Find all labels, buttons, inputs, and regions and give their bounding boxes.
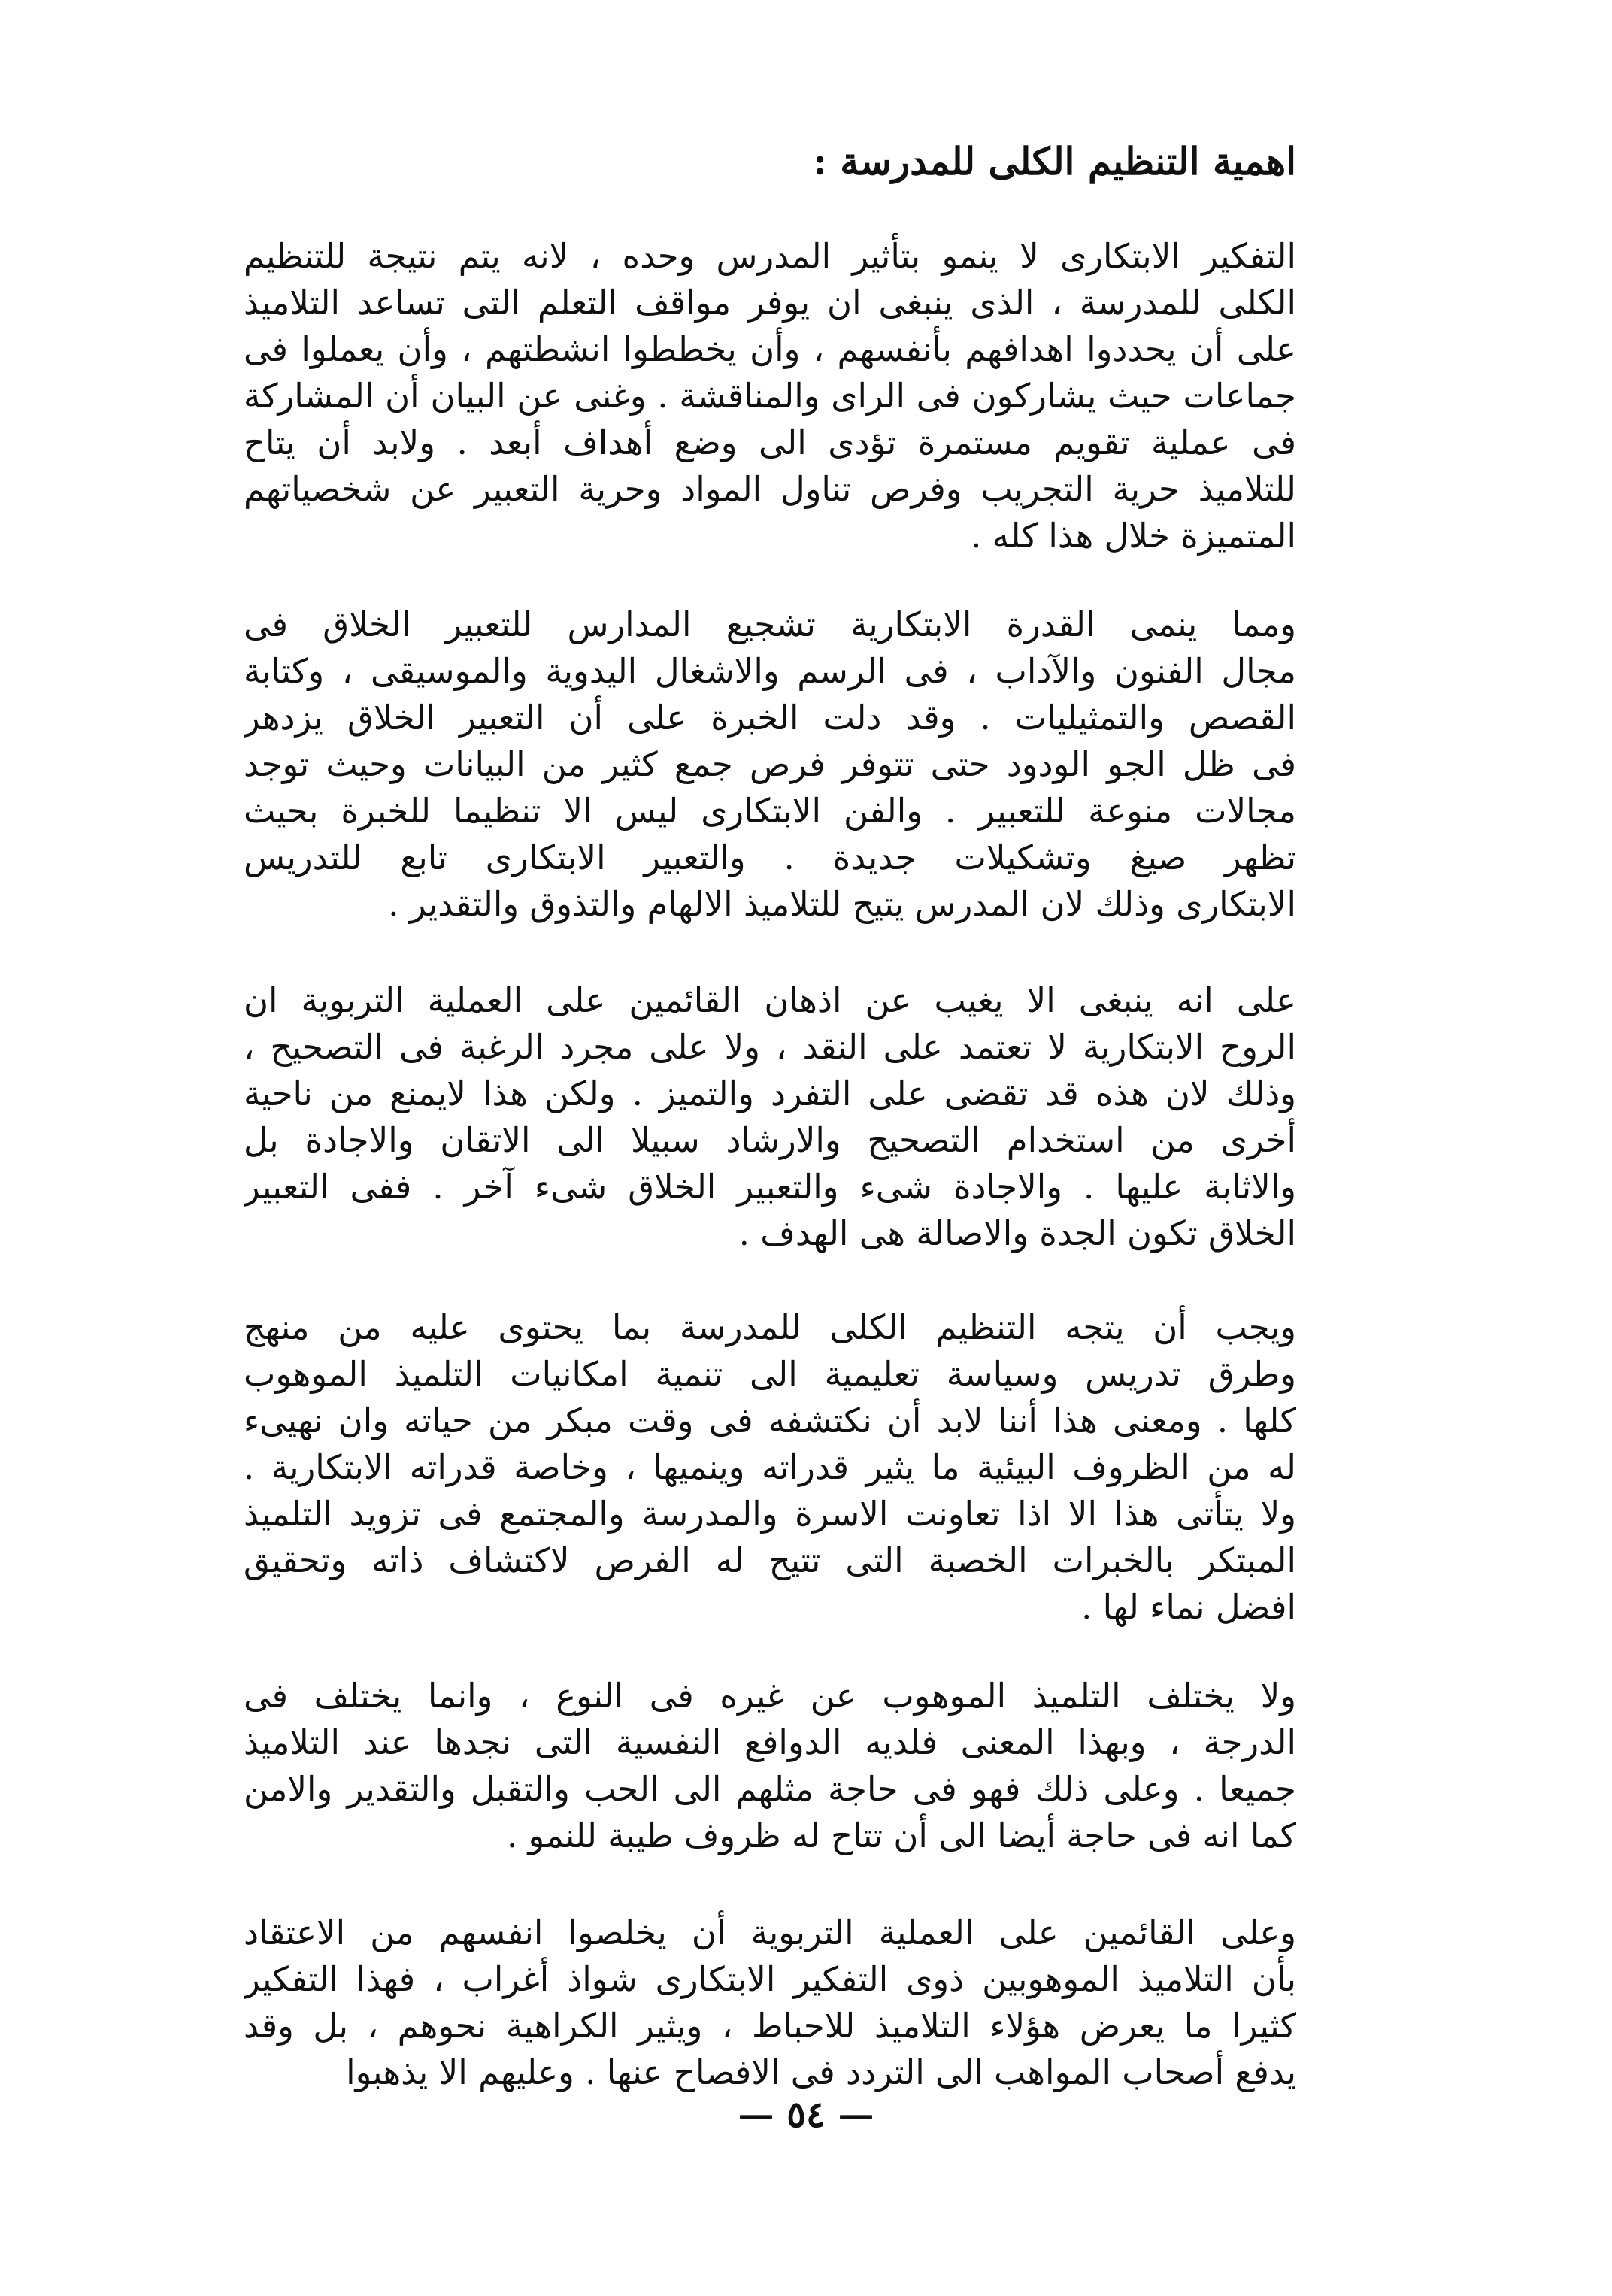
text-line: على انه ينبغى الا يغيب عن اذهان القائمين على العملية التربوية ان [244,980,1296,1020]
paragraph [244,1910,1296,2096]
text-line: له من الظروف البيئية ما يثير قدراته وينميها ، وخاصة قدراته الابتكارية . [244,1447,1296,1487]
text-line: المتميزة خلال هذا كله . [971,516,1296,556]
paragraph [244,1673,1296,1859]
text-line: الدرجة ، وبهذا المعنى فلديه الدوافع النفسية التى نجدها عند التلاميذ [244,1722,1296,1762]
text-line: يدفع أصحاب المواهب الى التردد فى الافصاح عنها . وعليهم الا يذهبوا [346,2052,1296,2092]
text-line: كلها . ومعنى هذا أننا لابد أن نكتشفه فى وقت مبكر من حياته وان نهيىء [244,1401,1296,1440]
section-heading: اهمية التنظيم الكلى للمدرسة : [813,139,1296,183]
paragraph [244,601,1296,928]
paragraph [244,233,1296,559]
text-line: افضل نماء لها . [1081,1587,1296,1627]
text-line: الخلاق تكون الجدة والاصالة هى الهدف . [738,1213,1296,1253]
text-line: ولا يتأتى هذا الا اذا تعاونت الاسرة والمدرسة والمجتمع فى تزويد التلميذ [244,1494,1296,1534]
text-line: تظهر صيغ وتشكيلات جديدة . والتعبير الابتكارى تابع للتدريس [244,838,1296,877]
text-line: ولا يختلف التلميذ الموهوب عن غيره فى النوع ، وانما يختلف فى [244,1676,1296,1716]
text-line: كثيرا ما يعرض هؤلاء التلاميذ للاحباط ، ويثير الكراهية نحوهم ، بل وقد [244,2006,1296,2046]
text-line: المبتكر بالخبرات الخصبة التى تتيح له الفرص لاكتشاف ذاته وتحقيق [244,1540,1296,1580]
text-line: على أن يحددوا اهدافهم بأنفسهم ، وأن يخططوا انشطتهم ، وأن يعملوا فى [244,329,1296,369]
text-line: وطرق تدريس وسياسة تعليمية الى تنمية امكانيات التلميذ الموهوب [244,1354,1296,1394]
text-line: وعلى القائمين على العملية التربوية أن يخلصوا انفسهم من الاعتقاد [244,1913,1296,1952]
text-line: جماعات حيث يشاركون فى الراى والمناقشة . وغنى عن البيان أن المشاركة [244,376,1296,416]
page-number: — ٥٤ — [738,2094,874,2136]
text-line: أخرى من استخدام التصحيح والارشاد سبيلا الى الاتقان والاجادة بل [244,1120,1296,1160]
text-line: الكلى للمدرسة ، الذى ينبغى ان يوفر مواقف التعلم التى تساعد التلاميذ [244,283,1296,323]
text-line: الابتكارى وذلك لان المدرس يتيح للتلاميذ الالهام والتذوق والتقدير . [388,884,1296,924]
text-line: ويجب أن يتجه التنظيم الكلى للمدرسة بما يحتوى عليه من منهج [244,1307,1296,1347]
text-line: والاثابة عليها . والاجادة شىء والتعبير الخلاق شىء آخر . ففى التعبير [244,1167,1296,1207]
text-line: بأن التلاميذ الموهوبين ذوى التفكير الابتكارى شواذ أغراب ، فهذا التفكير [244,1959,1296,1999]
text-line: مجال الفنون والآداب ، فى الرسم والاشغال اليدوية والموسيقى ، وكتابة [244,651,1296,691]
text-line: كما انه فى حاجة أيضا الى أن تتاح له ظروف طيبة للنمو . [506,1816,1296,1855]
text-line: القصص والتمثيليات . وقد دلت الخبرة على أن التعبير الخلاق يزدهر [244,698,1296,738]
text-line: للتلاميذ حرية التجريب وفرص تناول المواد وحرية التعبير عن شخصياتهم [244,469,1296,509]
text-line: مجالات منوعة للتعبير . والفن الابتكارى ليس الا تنظيما للخبرة بحيث [244,791,1296,831]
text-line: التفكير الابتكارى لا ينمو بتأثير المدرس وحده ، لانه يتم نتيجة للتنظيم [244,236,1296,276]
text-line: ومما ينمى القدرة الابتكارية تشجيع المدارس للتعبير الخلاق فى [244,604,1296,644]
paragraph [244,977,1296,1257]
text-line: فى عملية تقويم مستمرة تؤدى الى وضع أهداف أبعد . ولابد أن يتاح [244,423,1296,462]
paragraph [244,1304,1296,1631]
text-line: الروح الابتكارية لا تعتمد على النقد ، ولا على مجرد الرغبة فى التصحيح ، [244,1027,1296,1067]
text-line: فى ظل الجو الودود حتى تتوفر فرص جمع كثير من البيانات وحيث توجد [244,744,1296,784]
text-line: وذلك لان هذه قد تقضى على التفرد والتميز . ولكن هذا لايمنع من ناحية [244,1074,1296,1113]
text-line: جميعا . وعلى ذلك فهو فى حاجة مثلهم الى الحب والتقبل والتقدير والامن [244,1769,1296,1809]
